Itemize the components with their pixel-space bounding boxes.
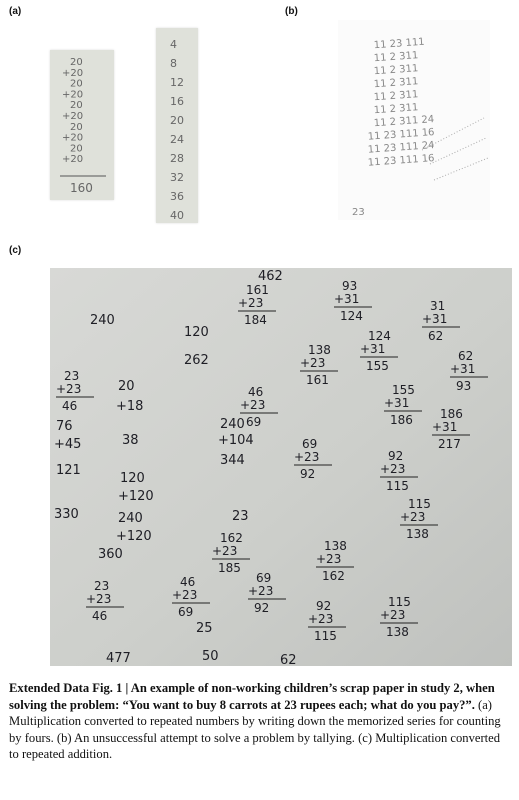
scribble-number: 120 [120,471,145,486]
scribble-number: +45 [54,437,82,452]
strip-1-value: +20 [62,111,84,122]
sum-top: 124 [368,329,391,343]
panel-a-strip-1-drawing [50,50,114,200]
strip-1-value: 20 [70,100,83,112]
strip-2-value: 36 [170,190,184,203]
tally-row: 11 2 311 [373,50,419,65]
scrap-number: 23 [352,207,365,218]
sum-top: 46 [248,385,264,399]
figure-caption [9,680,511,763]
tally-row: 11 2 311 [373,89,419,104]
strip-2-value: 24 [170,133,184,146]
panel-a-strip-1 [50,50,114,200]
strip-2-value: 4 [170,38,177,51]
tally-row: 11 2 311 [373,102,419,117]
sum-result: 92 [300,467,316,481]
strip-2-value: 28 [170,152,184,165]
sum-result: 46 [62,399,78,413]
strip-1-value: 20 [70,143,83,155]
sum-top: 92 [388,449,404,463]
scribble-number: 330 [54,507,79,522]
sum-top: 138 [308,343,331,357]
sum-top: 31 [430,299,446,313]
sum-top: 161 [246,283,269,297]
sum-addend: +23 [380,462,406,476]
strip-2-value: 40 [170,209,184,222]
panel-c-label: (c) [9,245,22,256]
panel-c-photo [50,268,512,666]
caption-title: Extended Data Fig. 1 | An example of non-working children’s scrap paper in study 2, when solving the problem: “You want to buy 8 carrots at 23 rupees each; what do you pay?”. [9,681,495,712]
sum-addend: +23 [400,510,426,524]
panel-b-image [338,20,490,220]
sum-result: 69 [178,605,194,619]
strip-1-value: 20 [70,121,83,133]
scribble-number: 120 [184,325,209,340]
strip-1-value: 20 [70,78,83,90]
sum-result: 46 [92,609,108,623]
tally-row: 11 23 111 16 [367,153,435,169]
sum-result: 155 [366,359,389,373]
scribble-number: 240 [118,511,143,526]
sum-result: 138 [406,527,429,541]
sum-top: 93 [342,279,358,293]
sum-result: 115 [314,629,337,643]
panel-a-strip-2 [156,28,198,223]
sum-top: 155 [392,383,415,397]
sum-addend: +23 [86,592,112,606]
sum-addend: +23 [248,584,274,598]
sum-result: 124 [340,309,363,323]
sum-top: 69 [302,437,318,451]
sum-result: 93 [456,379,472,393]
sum-top: 62 [458,349,474,363]
scribble-number: 462 [258,269,283,284]
strip-1-value: +20 [62,89,84,101]
sum-result: 185 [218,561,241,575]
scribble-number: 20 [118,379,135,394]
sum-addend: +31 [334,292,360,306]
sum-top: 115 [408,497,431,511]
sum-addend: +23 [294,450,320,464]
strip-2-value: 16 [170,95,184,108]
tally-row: 11 2 311 [373,76,419,91]
sum-addend: +31 [422,312,448,326]
sum-addend: +23 [56,382,82,396]
sum-addend: +23 [316,552,342,566]
scribble-number: 62 [280,653,297,666]
panel-b-label: (b) [285,6,298,17]
scribble-number: 262 [184,353,209,368]
sum-top: 69 [256,571,272,585]
strip-1-value: +20 [62,132,84,144]
caption-body: (a) Multiplication converted to repeated numbers by writing down the memorized series for counting by fours. (b) An unsuccessful attempt to solve a problem by tallying. (c) Multiplication converted to repeated addition. [9,697,501,761]
sum-top: 46 [180,575,196,589]
sum-addend: +23 [308,612,334,626]
scribble-number: +120 [116,529,152,544]
tally-row: 11 23 111 16 [367,127,435,143]
sum-result: 115 [386,479,409,493]
sum-addend: +31 [360,342,386,356]
sum-result: 138 [386,625,409,639]
sum-addend: +23 [238,296,264,310]
scribble-number: 240 [220,417,245,432]
panel-a-strip-2-drawing [156,28,198,223]
scribble-number: 23 [232,509,249,524]
scribble-number: 477 [106,651,131,666]
scribble-number: +120 [118,489,154,504]
sum-result: 162 [322,569,345,583]
strip-1-value: 20 [70,57,83,68]
strip-2-value: 12 [170,76,184,89]
sum-result: 69 [246,415,262,429]
sum-top: 138 [324,539,347,553]
sum-addend: +23 [300,356,326,370]
strip-1-value: +20 [62,67,84,79]
scribble-number: +18 [116,399,144,414]
panel-c-drawing [50,268,512,666]
tally-row: 11 23 111 24 [367,140,435,156]
panel-b-drawing [338,20,490,220]
sum-addend: +31 [432,420,458,434]
sum-result: 161 [306,373,329,387]
scribble-number: 25 [196,621,213,636]
sum-result: 184 [244,313,267,327]
sum-addend: +23 [380,608,406,622]
scribble-number: 240 [90,313,115,328]
tally-row: 11 2 311 24 [373,114,435,130]
tally-row: 11 23 111 [373,36,426,52]
sum-addend: +23 [212,544,238,558]
strip-2-value: 32 [170,171,184,184]
scribble-number: 76 [56,419,73,434]
sum-result: 92 [254,601,270,615]
sum-top: 186 [440,407,463,421]
sum-top: 92 [316,599,332,613]
strip-2-value: 8 [170,57,177,70]
sum-addend: +23 [172,588,198,602]
scribble-number: 121 [56,463,81,478]
panel-a-label: (a) [9,6,22,17]
sum-result: 217 [438,437,461,451]
scribble-number: 344 [220,453,245,468]
sum-addend: +23 [240,398,266,412]
sum-result: 62 [428,329,444,343]
strip-1-total: 160 [70,181,93,195]
scribble-number: 360 [98,547,123,562]
sum-top: 23 [64,369,80,383]
sum-top: 23 [94,579,110,593]
strip-1-value: +20 [62,154,84,166]
sum-addend: +31 [450,362,476,376]
tally-row: 11 2 311 [373,63,419,78]
sum-top: 115 [388,595,411,609]
scribble-number: 50 [202,649,219,664]
strip-2-value: 20 [170,114,184,127]
sum-result: 186 [390,413,413,427]
scribble-number: 38 [122,433,139,448]
scribble-number: +104 [218,433,254,448]
sum-addend: +31 [384,396,410,410]
sum-top: 162 [220,531,243,545]
paper-background [50,268,512,666]
